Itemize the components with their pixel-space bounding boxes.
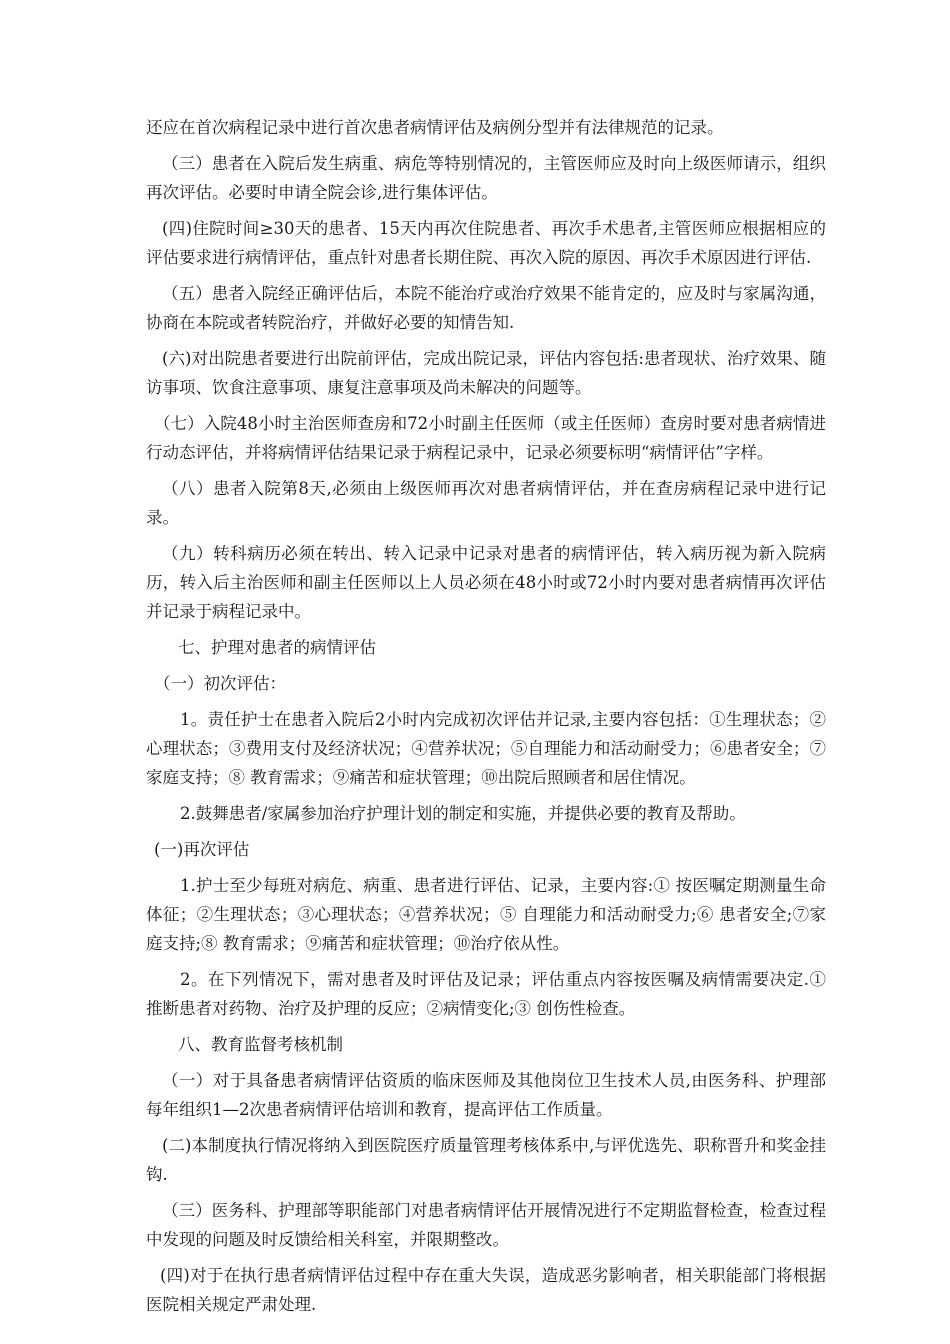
paragraph: 还应在首次病程记录中进行首次患者病情评估及病例分型并有法律规范的记录。	[146, 118, 724, 137]
subsection-heading: （一）初次评估：	[154, 674, 286, 693]
paragraph: (二)本制度执行情况将纳入到医院医疗质量管理考核体系中,与评优选先、职称晋升和奖金挂钩.	[146, 1136, 826, 1184]
section-heading: 七、护理对患者的病情评估	[178, 638, 376, 657]
paragraph: 2。在下列情况下，需对患者及时评估及记录；评估重点内容按医嘱及病情需要决定.① 推断患者对药物、治疗及护理的反应；②病情变化;③ 创伤性检查。	[146, 970, 826, 1018]
paragraph: （三）医务科、护理部等职能部门对患者病情评估开展情况进行不定期监督检查，检查过程中发现的问题及时反馈给相关科室，并限期整改。	[146, 1201, 826, 1249]
paragraph: （三）患者在入院后发生病重、病危等特别情况的，主管医师应及时向上级医师请示，组织再次评估。必要时申请全院会诊,进行集体评估。	[146, 154, 826, 202]
paragraph: (六)对出院患者要进行出院前评估，完成出院记录，评估内容包括:患者现状、治疗效果、随访事项、饮食注意事项、康复注意事项及尚未解决的问题等。	[146, 349, 826, 397]
paragraph: 2.鼓舞患者/家属参加治疗护理计划的制定和实施，并提供必要的教育及帮助。	[180, 804, 746, 823]
document-body	[146, 113, 826, 1326]
paragraph: 1.护士至少每班对病危、病重、患者进行评估、记录，主要内容:① 按医嘱定期测量生命体征；②生理状态；③心理状态；④营养状况；⑤ 自理能力和活动耐受力;⑥ 患者安全;⑦家庭支持;⑧ 教育需求；⑨痛苦和症状管理；⑩治疗依从性。	[146, 876, 826, 953]
paragraph: (四)对于在执行患者病情评估过程中存在重大失误，造成恶劣影响者，相关职能部门将根据医院相关规定严肃处理.	[146, 1266, 826, 1314]
paragraph: （七）入院48小时主治医师查房和72小时副主任医师（或主任医师）查房时要对患者病情进行动态评估，并将病情评估结果记录于病程记录中，记录必须要标明“病情评估”字样。	[146, 414, 826, 462]
paragraph: （五）患者入院经正确评估后，本院不能治疗或治疗效果不能肯定的，应及时与家属沟通，协商在本院或者转院治疗，并做好必要的知情告知.	[146, 284, 826, 332]
subsection-heading: (一)再次评估	[154, 840, 250, 859]
paragraph: （九）转科病历必须在转出、转入记录中记录对患者的病情评估，转入病历视为新入院病历，转入后主治医师和副主任医师以上人员必须在48小时或72小时内要对患者病情再次评估并记录于病程记录中。	[146, 544, 826, 621]
section-heading: 八、教育监督考核机制	[178, 1035, 343, 1054]
paragraph: （八）患者入院第8天,必须由上级医师再次对患者病情评估，并在查房病程记录中进行记录。	[146, 479, 826, 527]
paragraph: 1。责任护士在患者入院后2小时内完成初次评估并记录,主要内容包括：①生理状态；②心理状态；③费用支付及经济状况；④营养状况；⑤自理能力和活动耐受力；⑥患者安全；⑦家庭支持；⑧ 教育需求；⑨痛苦和症状管理；⑩出院后照顾者和居住情况。	[146, 710, 826, 787]
paragraph: (四)住院时间≥30天的患者、15天内再次住院患者、再次手术患者,主管医师应根据相应的评估要求进行病情评估，重点针对患者长期住院、再次入院的原因、再次手术原因进行评估.	[146, 219, 826, 267]
paragraph: （一）对于具备患者病情评估资质的临床医师及其他岗位卫生技术人员,由医务科、护理部每年组织1—2次患者病情评估培训和教育，提高评估工作质量。	[146, 1071, 826, 1119]
